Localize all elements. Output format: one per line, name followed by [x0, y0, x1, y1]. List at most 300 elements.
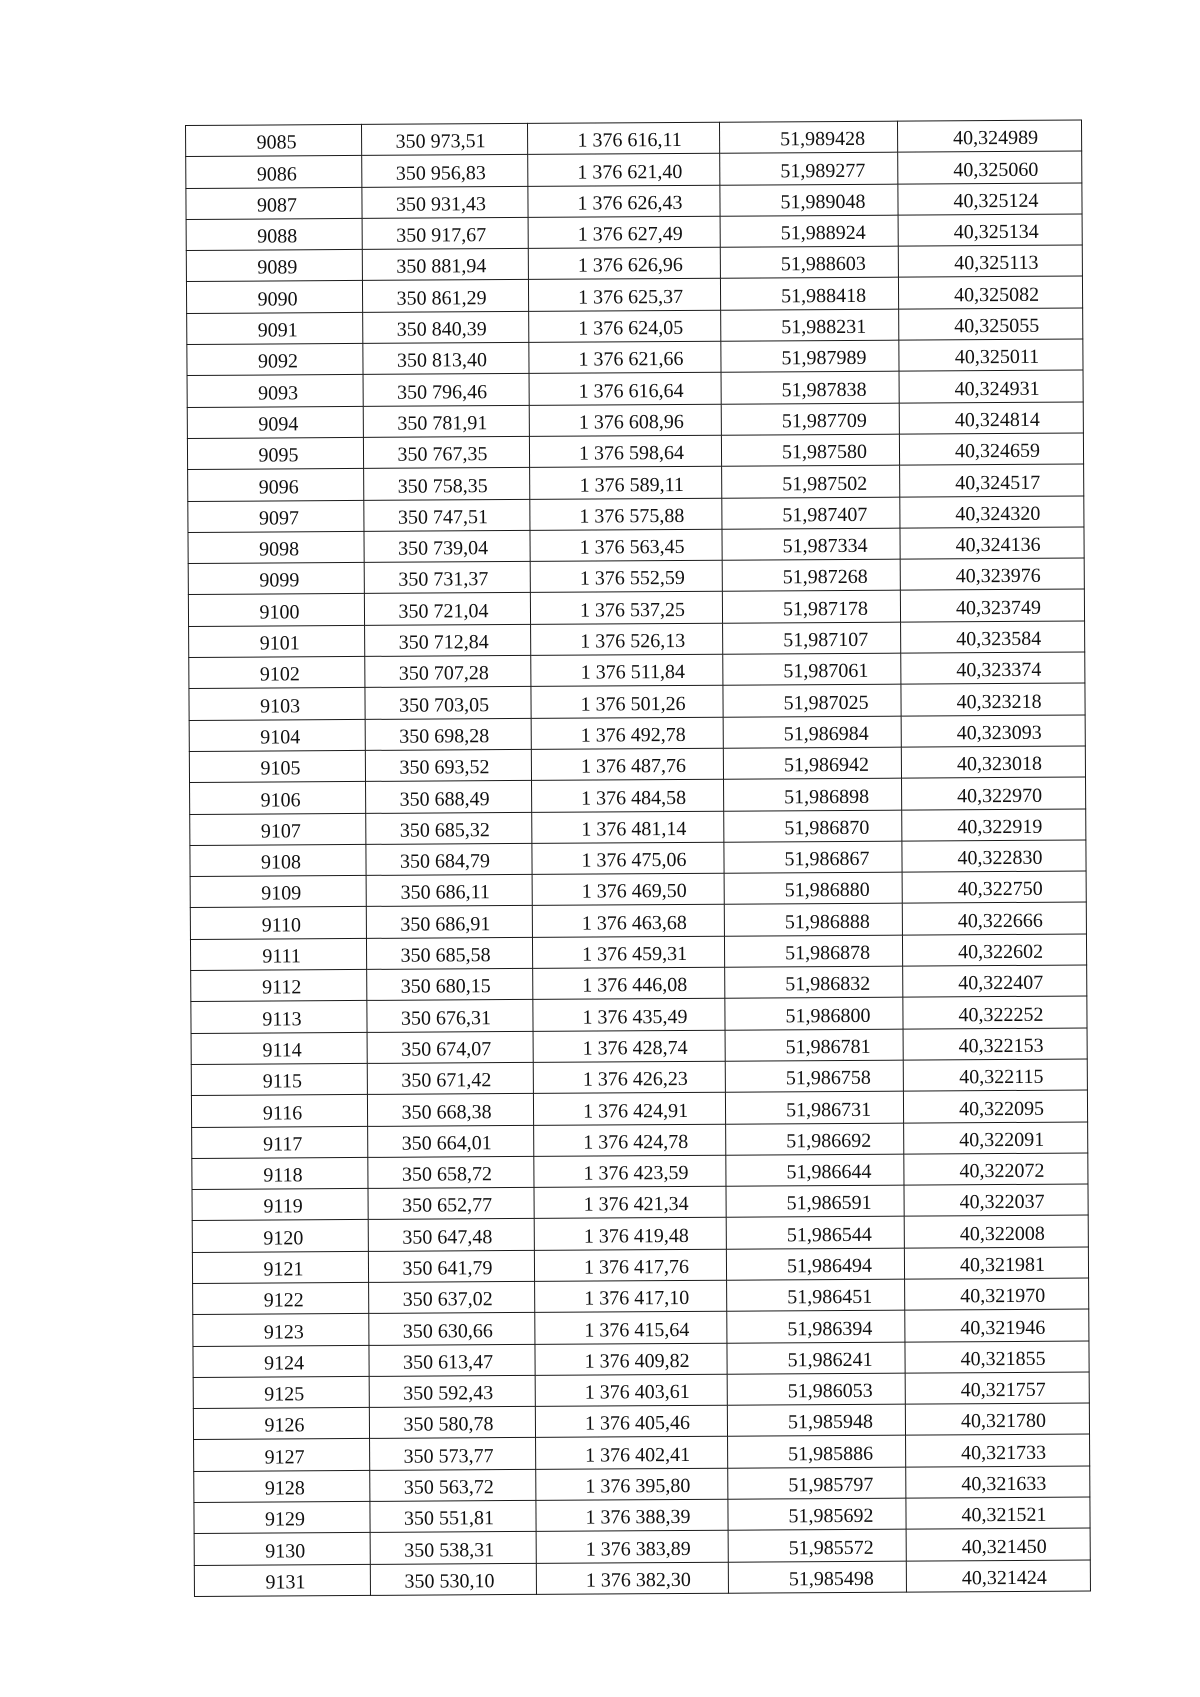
latitude-text: 51,986942 [783, 754, 869, 777]
x-coordinate-cell [368, 1250, 534, 1282]
longitude-text: 40,321970 [960, 1285, 1046, 1308]
table-row [193, 1278, 1089, 1315]
latitude-text: 51,986888 [784, 910, 870, 934]
longitude-text: 40,324659 [954, 440, 1041, 463]
table-row [192, 1184, 1088, 1221]
x-coordinate-cell [364, 530, 530, 562]
latitude-cell [721, 340, 899, 372]
latitude-text: 51,986494 [786, 1254, 873, 1278]
latitude-text: 51,987502 [782, 472, 868, 495]
y-coordinate-text: 1 376 484,58 [581, 786, 687, 810]
table-row [188, 464, 1084, 501]
x-coordinate-cell [364, 499, 530, 531]
point-number-text: 9090 [257, 288, 298, 311]
longitude-cell [902, 934, 1086, 966]
y-coordinate-text: 1 376 424,78 [583, 1130, 689, 1154]
point-number-cell [187, 343, 363, 375]
x-coordinate-cell [368, 1187, 534, 1219]
latitude-text: 51,986781 [785, 1035, 871, 1059]
x-coordinate-text: 350 630,66 [402, 1319, 493, 1343]
table-row [191, 1028, 1087, 1065]
y-coordinate-cell [532, 842, 724, 874]
x-coordinate-cell [369, 1407, 535, 1439]
longitude-text: 40,323584 [956, 627, 1042, 651]
x-coordinate-text: 350 551,81 [403, 1507, 495, 1531]
x-coordinate-cell [364, 593, 530, 625]
table-row [187, 370, 1083, 407]
latitude-cell [722, 528, 900, 560]
y-coordinate-cell [536, 1499, 728, 1531]
longitude-text: 40,322072 [959, 1159, 1045, 1183]
latitude-cell [719, 121, 897, 153]
latitude-cell [722, 465, 900, 497]
longitude-cell [900, 464, 1084, 496]
table-row [188, 589, 1084, 626]
y-coordinate-cell [528, 185, 720, 217]
y-coordinate-cell [535, 1280, 727, 1312]
table-row [189, 746, 1085, 783]
table-row [190, 777, 1086, 814]
latitude-cell [728, 1467, 906, 1499]
y-coordinate-cell [528, 154, 720, 186]
y-coordinate-cell [531, 686, 723, 718]
x-coordinate-cell [367, 1062, 533, 1094]
table-row [191, 996, 1087, 1033]
latitude-cell [722, 591, 900, 623]
longitude-text: 40,325082 [953, 283, 1040, 307]
longitude-text: 40,322970 [957, 784, 1043, 807]
longitude-text: 40,324814 [954, 408, 1040, 432]
point-number-text: 9131 [265, 1571, 306, 1594]
point-number-text: 9105 [260, 757, 301, 780]
y-coordinate-cell [530, 498, 722, 530]
x-coordinate-cell [366, 937, 532, 969]
point-number-cell [189, 688, 365, 720]
latitude-cell [725, 997, 903, 1029]
longitude-text: 40,323093 [956, 721, 1042, 745]
latitude-text: 51,986870 [784, 816, 870, 840]
y-coordinate-text: 1 376 481,14 [581, 817, 687, 841]
x-coordinate-text: 350 813,40 [396, 349, 488, 373]
y-coordinate-cell [534, 1155, 726, 1187]
longitude-cell [898, 277, 1082, 309]
y-coordinate-cell [527, 122, 719, 154]
x-coordinate-text: 350 861,29 [396, 286, 487, 310]
point-number-cell [193, 1345, 369, 1377]
y-coordinate-text: 1 376 417,76 [583, 1255, 690, 1279]
latitude-text: 51,989048 [780, 190, 866, 214]
x-coordinate-cell [368, 1125, 534, 1157]
table-row [186, 277, 1082, 314]
longitude-text: 40,323018 [956, 753, 1042, 776]
longitude-cell [898, 151, 1082, 183]
point-number-text: 9123 [263, 1320, 304, 1344]
latitude-text: 51,986984 [783, 722, 869, 746]
latitude-text: 51,986394 [787, 1317, 873, 1340]
latitude-text: 51,987107 [783, 628, 869, 652]
latitude-cell [725, 1029, 903, 1061]
x-coordinate-text: 350 668,38 [401, 1100, 492, 1124]
point-number-cell [186, 218, 362, 250]
longitude-cell [905, 1341, 1089, 1373]
latitude-cell [724, 810, 902, 842]
y-coordinate-text: 1 376 402,41 [585, 1443, 691, 1467]
latitude-cell [724, 904, 902, 936]
latitude-cell [726, 1217, 904, 1249]
latitude-text: 51,986758 [785, 1067, 871, 1090]
latitude-text: 51,987709 [781, 409, 867, 433]
y-coordinate-cell [529, 373, 721, 405]
longitude-cell [902, 902, 1086, 934]
x-coordinate-cell [363, 436, 529, 468]
y-coordinate-text: 1 376 469,50 [581, 880, 687, 904]
latitude-text: 51,986591 [786, 1192, 872, 1215]
point-number-cell [188, 594, 364, 626]
point-number-text: 9098 [259, 538, 300, 561]
point-number-cell [190, 876, 366, 908]
point-number-text: 9102 [259, 663, 300, 686]
x-coordinate-cell [368, 1156, 534, 1188]
table-row [191, 1059, 1087, 1096]
y-coordinate-text: 1 376 621,66 [578, 348, 684, 371]
point-number-text: 9108 [260, 851, 302, 874]
longitude-text: 40,322091 [959, 1128, 1045, 1152]
point-number-text: 9091 [257, 319, 298, 342]
point-number-text: 9089 [257, 256, 298, 280]
latitude-text: 51,986880 [784, 879, 870, 902]
y-coordinate-cell [531, 623, 723, 655]
x-coordinate-text: 350 758,35 [397, 474, 488, 498]
x-coordinate-text: 350 674,07 [401, 1038, 492, 1061]
x-coordinate-text: 350 664,01 [401, 1131, 492, 1155]
table-row [186, 245, 1082, 282]
x-coordinate-text: 350 573,77 [403, 1444, 494, 1468]
y-coordinate-cell [534, 1124, 726, 1156]
longitude-text: 40,321521 [961, 1504, 1047, 1527]
y-coordinate-cell [532, 811, 724, 843]
x-coordinate-text: 350 671,42 [401, 1069, 492, 1092]
latitude-text: 51,986878 [785, 941, 871, 965]
point-number-cell [186, 281, 362, 313]
table-row [187, 339, 1083, 376]
point-number-cell [192, 1251, 368, 1283]
y-coordinate-text: 1 376 552,59 [579, 567, 685, 591]
point-number-cell [191, 1095, 367, 1127]
x-coordinate-cell [362, 186, 528, 218]
longitude-cell [899, 339, 1083, 371]
point-number-text: 9116 [262, 1101, 303, 1125]
point-number-cell [191, 1032, 367, 1064]
latitude-text: 51,987178 [782, 597, 869, 621]
point-number-text: 9124 [263, 1352, 305, 1375]
x-coordinate-text: 350 721,04 [398, 599, 489, 623]
point-number-cell [194, 1533, 370, 1565]
point-number-cell [194, 1501, 370, 1533]
y-coordinate-cell [530, 529, 722, 561]
y-coordinate-cell [528, 216, 720, 248]
longitude-cell [902, 840, 1086, 872]
table-row [193, 1372, 1089, 1409]
y-coordinate-text: 1 376 563,45 [579, 536, 685, 559]
longitude-text: 40,325060 [953, 158, 1039, 181]
longitude-cell [903, 965, 1087, 997]
point-number-cell [193, 1408, 369, 1440]
x-coordinate-text: 350 931,43 [395, 193, 487, 216]
x-coordinate-cell [369, 1344, 535, 1376]
y-coordinate-text: 1 376 598,64 [578, 442, 685, 465]
latitude-text: 51,987989 [781, 347, 867, 370]
point-number-cell [186, 124, 362, 156]
table-row [192, 1122, 1088, 1159]
x-coordinate-text: 350 840,39 [396, 318, 487, 341]
latitude-cell [723, 622, 901, 654]
longitude-cell [897, 120, 1081, 152]
y-coordinate-text: 1 376 383,89 [585, 1537, 691, 1561]
latitude-cell [720, 215, 898, 247]
point-number-cell [190, 907, 366, 939]
y-coordinate-cell [529, 435, 721, 467]
table-row [187, 308, 1083, 345]
x-coordinate-cell [370, 1532, 536, 1564]
x-coordinate-text: 350 685,58 [400, 944, 491, 967]
y-coordinate-cell [535, 1405, 727, 1437]
x-coordinate-cell [367, 1094, 533, 1126]
latitude-text: 51,986544 [786, 1223, 872, 1247]
y-coordinate-text: 1 376 417,10 [584, 1287, 690, 1310]
y-coordinate-cell [534, 1186, 726, 1218]
x-coordinate-cell [365, 749, 531, 781]
x-coordinate-cell [362, 217, 528, 249]
y-coordinate-cell [531, 717, 723, 749]
point-number-cell [186, 187, 362, 219]
point-number-text: 9119 [263, 1195, 303, 1218]
y-coordinate-text: 1 376 589,11 [579, 473, 684, 497]
y-coordinate-cell [529, 341, 721, 373]
point-number-text: 9127 [264, 1446, 305, 1469]
y-coordinate-cell [534, 1218, 726, 1250]
coordinates-table [185, 120, 1091, 1597]
x-coordinate-text: 350 796,46 [397, 380, 488, 404]
point-number-cell [193, 1282, 369, 1314]
y-coordinate-cell [536, 1531, 728, 1563]
latitude-cell [727, 1342, 905, 1374]
point-number-cell [193, 1376, 369, 1408]
longitude-text: 40,322115 [959, 1065, 1044, 1089]
point-number-cell [194, 1564, 370, 1596]
longitude-cell [901, 715, 1085, 747]
table-row [188, 496, 1084, 533]
table-row [186, 183, 1082, 220]
longitude-cell [900, 589, 1084, 621]
longitude-text: 40,323749 [955, 596, 1042, 620]
y-coordinate-text: 1 376 487,76 [580, 755, 686, 778]
x-coordinate-text: 350 684,79 [399, 850, 491, 873]
latitude-text: 51,989428 [780, 128, 866, 151]
y-coordinate-text: 1 376 405,46 [584, 1412, 691, 1436]
latitude-text: 51,986832 [785, 973, 871, 996]
point-number-text: 9109 [261, 882, 302, 905]
longitude-text: 40,321780 [960, 1410, 1047, 1433]
y-coordinate-text: 1 376 511,84 [580, 661, 686, 684]
table-row [194, 1528, 1090, 1565]
x-coordinate-text: 350 973,51 [395, 130, 486, 154]
longitude-cell [904, 1153, 1088, 1185]
y-coordinate-cell [535, 1343, 727, 1375]
x-coordinate-cell [367, 968, 533, 1000]
x-coordinate-text: 350 613,47 [402, 1351, 494, 1374]
y-coordinate-text: 1 376 501,26 [580, 692, 686, 716]
latitude-text: 51,986731 [785, 1098, 872, 1121]
x-coordinate-text: 350 731,37 [398, 568, 489, 592]
x-coordinate-text: 350 658,72 [401, 1163, 492, 1186]
y-coordinate-cell [533, 1061, 725, 1093]
x-coordinate-cell [366, 875, 532, 907]
longitude-text: 40,322407 [958, 972, 1044, 995]
y-coordinate-text: 1 376 459,31 [582, 942, 688, 966]
longitude-text: 40,322750 [957, 878, 1043, 901]
x-coordinate-cell [363, 342, 529, 374]
longitude-cell [899, 433, 1083, 465]
point-number-cell [191, 969, 367, 1001]
point-number-text: 9129 [264, 1508, 306, 1531]
y-coordinate-text: 1 376 526,13 [580, 630, 686, 653]
latitude-cell [721, 434, 899, 466]
y-coordinate-cell [530, 560, 722, 592]
longitude-text: 40,321757 [960, 1378, 1046, 1402]
point-number-cell [192, 1220, 368, 1252]
latitude-text: 51,986692 [786, 1129, 872, 1153]
y-coordinate-cell [534, 1249, 726, 1281]
table-row [187, 433, 1083, 470]
point-number-text: 9130 [265, 1539, 306, 1563]
y-coordinate-text: 1 376 608,96 [578, 410, 684, 434]
latitude-text: 51,987268 [782, 566, 868, 589]
point-number-cell [188, 531, 364, 563]
latitude-cell [724, 935, 902, 967]
x-coordinate-cell [370, 1500, 536, 1532]
x-coordinate-cell [370, 1563, 536, 1595]
longitude-text: 40,324931 [954, 377, 1040, 400]
point-number-cell [192, 1126, 368, 1158]
longitude-cell [901, 683, 1085, 715]
x-coordinate-text: 350 676,31 [400, 1006, 492, 1030]
longitude-cell [899, 370, 1083, 402]
table-row [192, 1215, 1088, 1252]
table-row [188, 527, 1084, 564]
x-coordinate-text: 350 739,04 [398, 537, 489, 560]
y-coordinate-text: 1 376 382,30 [585, 1568, 691, 1592]
y-coordinate-text: 1 376 426,23 [582, 1068, 688, 1091]
longitude-cell [906, 1434, 1090, 1466]
x-coordinate-text: 350 956,83 [395, 161, 486, 185]
longitude-cell [900, 527, 1084, 559]
latitude-text: 51,985572 [788, 1536, 874, 1559]
point-number-cell [190, 782, 366, 814]
y-coordinate-cell [536, 1468, 728, 1500]
x-coordinate-text: 350 698,28 [399, 725, 490, 748]
latitude-cell [726, 1154, 904, 1186]
point-number-cell [188, 500, 364, 532]
y-coordinate-cell [529, 310, 721, 342]
x-coordinate-text: 350 881,94 [396, 255, 487, 279]
y-coordinate-cell [533, 967, 725, 999]
longitude-cell [902, 809, 1086, 841]
x-coordinate-text: 350 747,51 [397, 506, 488, 529]
point-number-cell [189, 656, 365, 688]
latitude-text: 51,986800 [785, 1004, 871, 1027]
x-coordinate-cell [365, 718, 531, 750]
y-coordinate-text: 1 376 575,88 [579, 504, 685, 528]
y-coordinate-text: 1 376 419,48 [583, 1224, 689, 1248]
point-number-cell [192, 1157, 368, 1189]
point-number-cell [191, 1063, 367, 1095]
point-number-text: 9087 [256, 194, 298, 217]
longitude-text: 40,323374 [956, 659, 1042, 682]
latitude-cell [726, 1185, 904, 1217]
point-number-text: 9107 [260, 820, 301, 843]
x-coordinate-cell [363, 405, 529, 437]
point-number-text: 9093 [258, 381, 299, 405]
x-coordinate-cell [361, 123, 527, 155]
longitude-text: 40,321633 [961, 1472, 1047, 1496]
y-coordinate-cell [535, 1311, 727, 1343]
x-coordinate-cell [369, 1281, 535, 1313]
latitude-cell [724, 841, 902, 873]
table-row [188, 558, 1084, 595]
x-coordinate-cell [365, 655, 531, 687]
y-coordinate-text: 1 376 616,64 [578, 379, 684, 403]
longitude-cell [898, 183, 1082, 215]
latitude-text: 51,987025 [783, 691, 869, 714]
x-coordinate-text: 350 680,15 [400, 975, 491, 999]
point-number-text: 9121 [263, 1258, 304, 1281]
point-number-text: 9118 [263, 1164, 303, 1187]
x-coordinate-text: 350 917,67 [396, 224, 487, 247]
y-coordinate-cell [531, 654, 723, 686]
x-coordinate-cell [362, 249, 528, 281]
x-coordinate-text: 350 530,10 [404, 1570, 495, 1593]
longitude-text: 40,321946 [960, 1316, 1046, 1339]
longitude-text: 40,325134 [953, 220, 1039, 244]
coordinates-table-body [186, 120, 1091, 1596]
y-coordinate-cell [533, 1030, 725, 1062]
y-coordinate-cell [532, 873, 724, 905]
longitude-text: 40,322666 [957, 909, 1043, 933]
longitude-cell [898, 245, 1082, 277]
y-coordinate-text: 1 376 388,39 [585, 1506, 691, 1529]
latitude-cell [721, 309, 899, 341]
x-coordinate-text: 350 647,48 [402, 1225, 493, 1249]
latitude-cell [726, 1123, 904, 1155]
longitude-text: 40,323976 [955, 565, 1041, 588]
latitude-cell [723, 716, 901, 748]
y-coordinate-cell [532, 936, 724, 968]
latitude-cell [720, 278, 898, 310]
point-number-text: 9097 [258, 507, 299, 530]
y-coordinate-cell [533, 999, 725, 1031]
point-number-text: 9114 [262, 1039, 302, 1062]
longitude-cell [902, 871, 1086, 903]
point-number-cell [186, 250, 362, 282]
point-number-text: 9122 [263, 1289, 304, 1312]
x-coordinate-text: 350 703,05 [398, 693, 490, 717]
table-row [186, 151, 1082, 188]
latitude-text: 51,988231 [781, 315, 867, 339]
latitude-text: 51,986451 [787, 1286, 873, 1309]
y-coordinate-text: 1 376 446,08 [582, 974, 688, 997]
point-number-cell [189, 625, 365, 657]
point-number-text: 9112 [262, 976, 302, 999]
